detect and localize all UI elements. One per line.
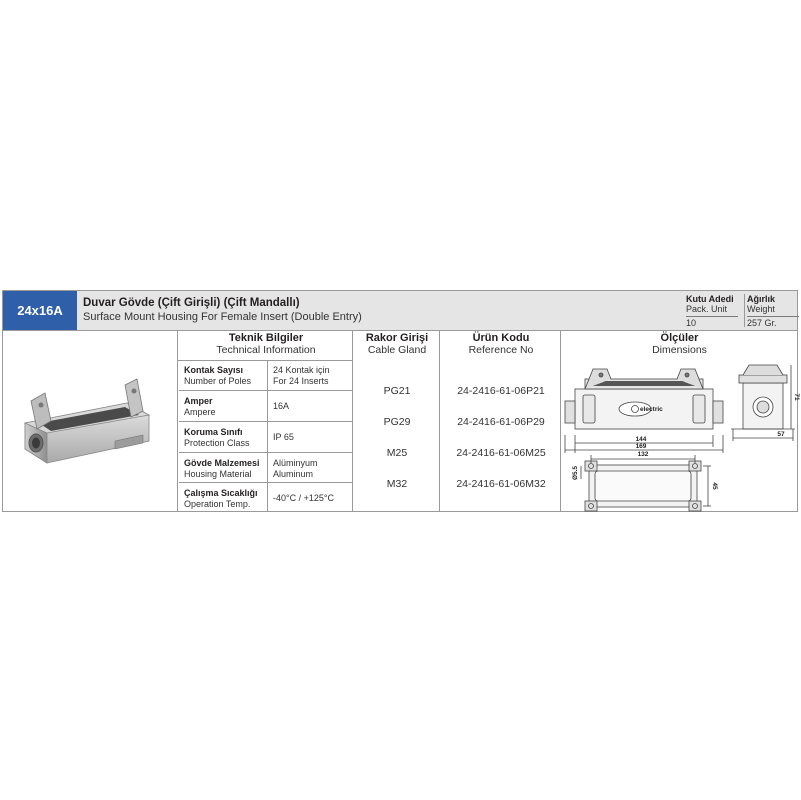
column-divider (267, 361, 268, 512)
dim-5-5: Ø5.5 (572, 465, 579, 481)
tech-row (179, 482, 353, 513)
ref-header-tr: Ürün Kodu (472, 332, 530, 344)
reference-code: 24-2416-61-06P21 (457, 385, 545, 397)
gland-value: PG29 (383, 416, 411, 428)
product-card (2, 290, 798, 512)
pack-unit (686, 294, 741, 328)
product-photo (17, 371, 157, 471)
dim-57: 57 (777, 431, 785, 438)
tech-key-tr: Gövde Malzemesi (184, 458, 260, 468)
brand-text: electric (640, 406, 663, 413)
divider (744, 294, 745, 327)
dim-45: 45 (711, 482, 718, 490)
weight (747, 294, 801, 328)
tech-value: 24 Kontak için (273, 365, 330, 375)
ref-column-header (441, 332, 561, 356)
gland-value: M25 (386, 447, 408, 459)
dimension-drawings (563, 361, 799, 511)
tech-value: 16A (273, 401, 290, 411)
tech-key-en: Number of Poles (184, 376, 252, 386)
dim-169: 169 (635, 443, 647, 450)
tech-key-tr: Çalışma Sıcaklığı (184, 488, 258, 498)
gland-header-en: Cable Gland (367, 344, 427, 356)
pack-label-en: Pack. Unit (686, 304, 728, 314)
tech-key-en: Housing Material (184, 469, 252, 479)
tech-value: Aluminum (273, 469, 314, 479)
dim-71: 71 (793, 393, 800, 401)
product-header (3, 291, 797, 331)
gland-value: PG21 (383, 385, 411, 397)
tech-row (179, 421, 353, 453)
title-turkish: Duvar Gövde (Çift Girişli) (Çift Mandallı) (83, 297, 300, 309)
tech-column-header (179, 332, 353, 356)
tech-value: Alüminyum (273, 458, 318, 468)
brand-logo-icon (632, 406, 639, 413)
dims-header-en: Dimensions (652, 344, 707, 356)
tech-key-tr: Amper (184, 396, 213, 406)
divider (686, 316, 738, 317)
reference-code: 24-2416-61-06M25 (456, 447, 546, 459)
gland-value: M32 (386, 478, 408, 490)
dims-column-header (562, 332, 797, 356)
pack-label-tr: Kutu Adedi (686, 294, 734, 304)
column-divider (177, 330, 178, 512)
tech-row (179, 452, 353, 483)
tech-value: IP 65 (273, 432, 294, 442)
tech-key-en: Protection Class (184, 438, 250, 448)
dim-144: 144 (635, 436, 647, 443)
weight-value: 257 Gr. (747, 318, 777, 328)
dims-header-tr: Ölçüler (660, 332, 699, 344)
tech-key-en: Operation Temp. (184, 499, 251, 509)
reference-code: 24-2416-61-06P29 (457, 416, 545, 428)
gland-column-header (354, 332, 440, 356)
title-english: Surface Mount Housing For Female Insert (Double Entry) (83, 311, 362, 323)
tech-header-en: Technical Information (216, 344, 316, 356)
tech-header-tr: Teknik Bilgiler (228, 332, 304, 344)
pack-value: 10 (686, 318, 697, 328)
weight-label-tr: Ağırlık (747, 294, 776, 304)
tech-value: For 24 Inserts (273, 376, 329, 386)
tech-row (179, 360, 353, 391)
divider (747, 316, 799, 317)
dim-132: 132 (637, 451, 649, 458)
tech-row (179, 390, 353, 422)
tech-key-tr: Kontak Sayısı (184, 365, 244, 375)
weight-label-en: Weight (747, 304, 775, 314)
ref-header-en: Reference No (468, 344, 534, 356)
reference-code: 24-2416-61-06M32 (456, 478, 546, 490)
tech-value: -40°C / +125°C (273, 493, 334, 503)
tech-key-tr: Koruma Sınıfı (184, 427, 243, 437)
model-badge: 24x16A (3, 291, 77, 330)
gland-header-tr: Rakor Girişi (365, 332, 429, 344)
tech-key-en: Ampere (184, 407, 216, 417)
